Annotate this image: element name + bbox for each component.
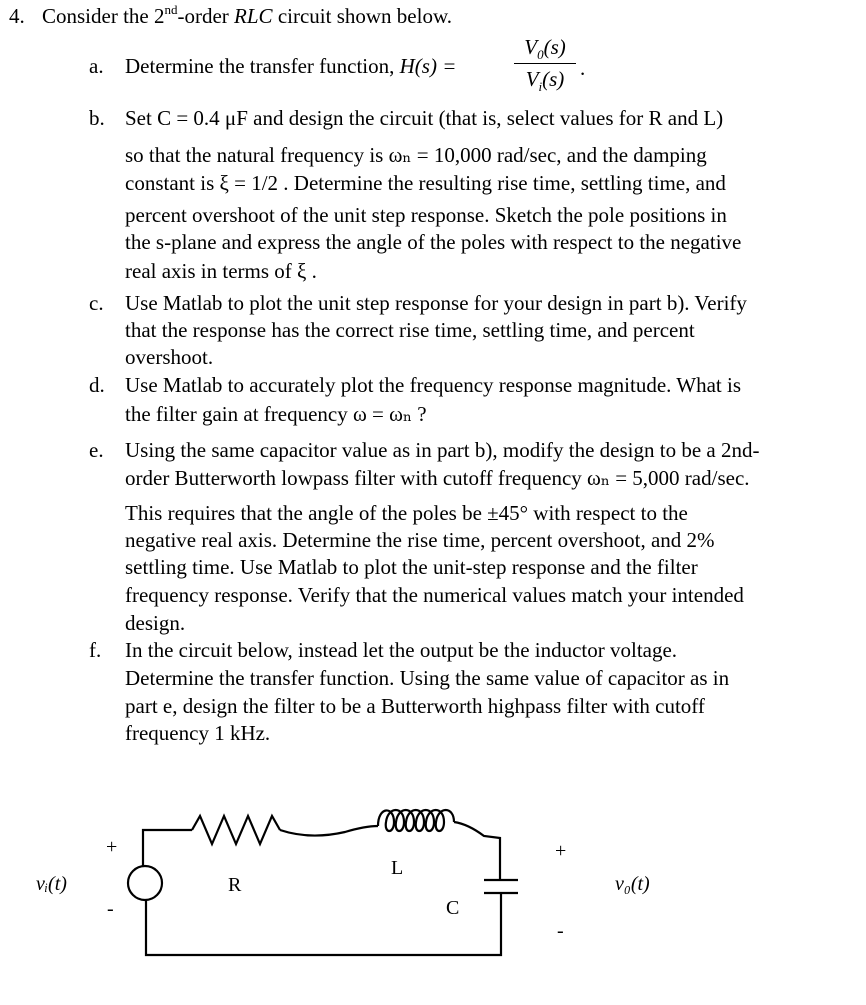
output-plus: + [555, 840, 567, 862]
wire-top-middle [280, 826, 378, 836]
resistor-symbol [192, 816, 280, 844]
part-b-line: so that the natural frequency is ωₙ = 10,000 rad/sec, and the damping [125, 143, 707, 167]
intro-post: circuit shown below. [272, 4, 452, 28]
part-a-label: a. [89, 54, 104, 78]
frac-den: V [525, 67, 539, 91]
part-b-line: constant is ξ = 1/2 . Determine the resulting rise time, settling time, and [125, 171, 726, 195]
part-e-line: negative real axis. Determine the rise time, percent overshoot, and 2% [125, 528, 715, 552]
part-b-line: percent overshoot of the unit step response. Sketch the pole positions in [125, 203, 727, 227]
part-c-label: c. [89, 291, 104, 315]
part-e-line: settling time. Use Matlab to plot the unit-step response and the filter [125, 555, 698, 579]
inductor-symbol [378, 810, 454, 831]
part-b-line: Set C = 0.4 μF and design the circuit (that is, select values for R and L) [125, 106, 724, 130]
intro-em: RLC [234, 4, 273, 28]
part-f-label: f. [89, 638, 102, 662]
capacitor-label: C [446, 897, 460, 919]
part-e-line: order Butterworth lowpass filter with cutoff frequency ωₙ = 5,000 rad/sec. [125, 466, 750, 490]
part-e-line: Using the same capacitor value as in part b), modify the design to be a 2nd- [125, 438, 760, 462]
frac-den-arg: (s) [542, 67, 565, 91]
part-a-sentence: Determine the transfer function, [125, 54, 400, 78]
part-c-line: Use Matlab to plot the unit step response for your design in part b). Verify [125, 291, 747, 315]
problem-number: 4. [9, 4, 25, 28]
wire-to-capacitor [454, 822, 500, 880]
part-e-line: design. [125, 611, 186, 635]
frac-den-sub: i [538, 79, 543, 94]
part-e-line: frequency response. Verify that the numerical values match your intended [125, 583, 744, 607]
part-b-line: real axis in terms of ξ . [125, 259, 317, 283]
part-a-end: . [580, 56, 586, 80]
part-b-line: the s-plane and express the angle of the poles with respect to the negative [125, 230, 742, 254]
part-c-line: that the response has the correct rise time, settling time, and percent [125, 318, 695, 342]
inductor-label: L [391, 857, 404, 879]
part-e-line: This requires that the angle of the poles be ±45° with respect to the [125, 501, 688, 525]
part-a-lhs: H(s) = [399, 54, 457, 78]
intro-mid: -order [177, 4, 235, 28]
part-c-line: overshoot. [125, 345, 214, 369]
part-b-label: b. [89, 106, 105, 130]
input-minus: - [107, 898, 114, 920]
intro-sup: nd [164, 2, 178, 17]
part-f-line: part e, design the filter to be a Butterworth highpass filter with cutoff [125, 694, 705, 718]
output-minus: - [557, 920, 564, 942]
output-voltage-label: v₀(t) [615, 873, 650, 895]
part-f-line: frequency 1 kHz. [125, 721, 271, 745]
part-d-line: Use Matlab to accurately plot the frequency response magnitude. What is [125, 373, 741, 397]
intro-pre: Consider the 2 [42, 4, 165, 28]
part-f-line: Determine the transfer function. Using the same value of capacitor as in [125, 666, 730, 690]
frac-num: V [524, 35, 538, 59]
frac-num-sub: 0 [537, 47, 544, 62]
voltage-source-icon [128, 866, 162, 900]
part-d-label: d. [89, 373, 105, 397]
resistor-label: R [228, 874, 242, 896]
part-d-line: the filter gain at frequency ω = ωₙ ? [125, 402, 427, 426]
part-e-label: e. [89, 438, 104, 462]
part-f-line: In the circuit below, instead let the output be the inductor voltage. [125, 638, 678, 662]
input-voltage-label: vᵢ(t) [36, 873, 67, 895]
input-plus: + [106, 836, 118, 858]
frac-num-arg: (s) [543, 35, 566, 59]
